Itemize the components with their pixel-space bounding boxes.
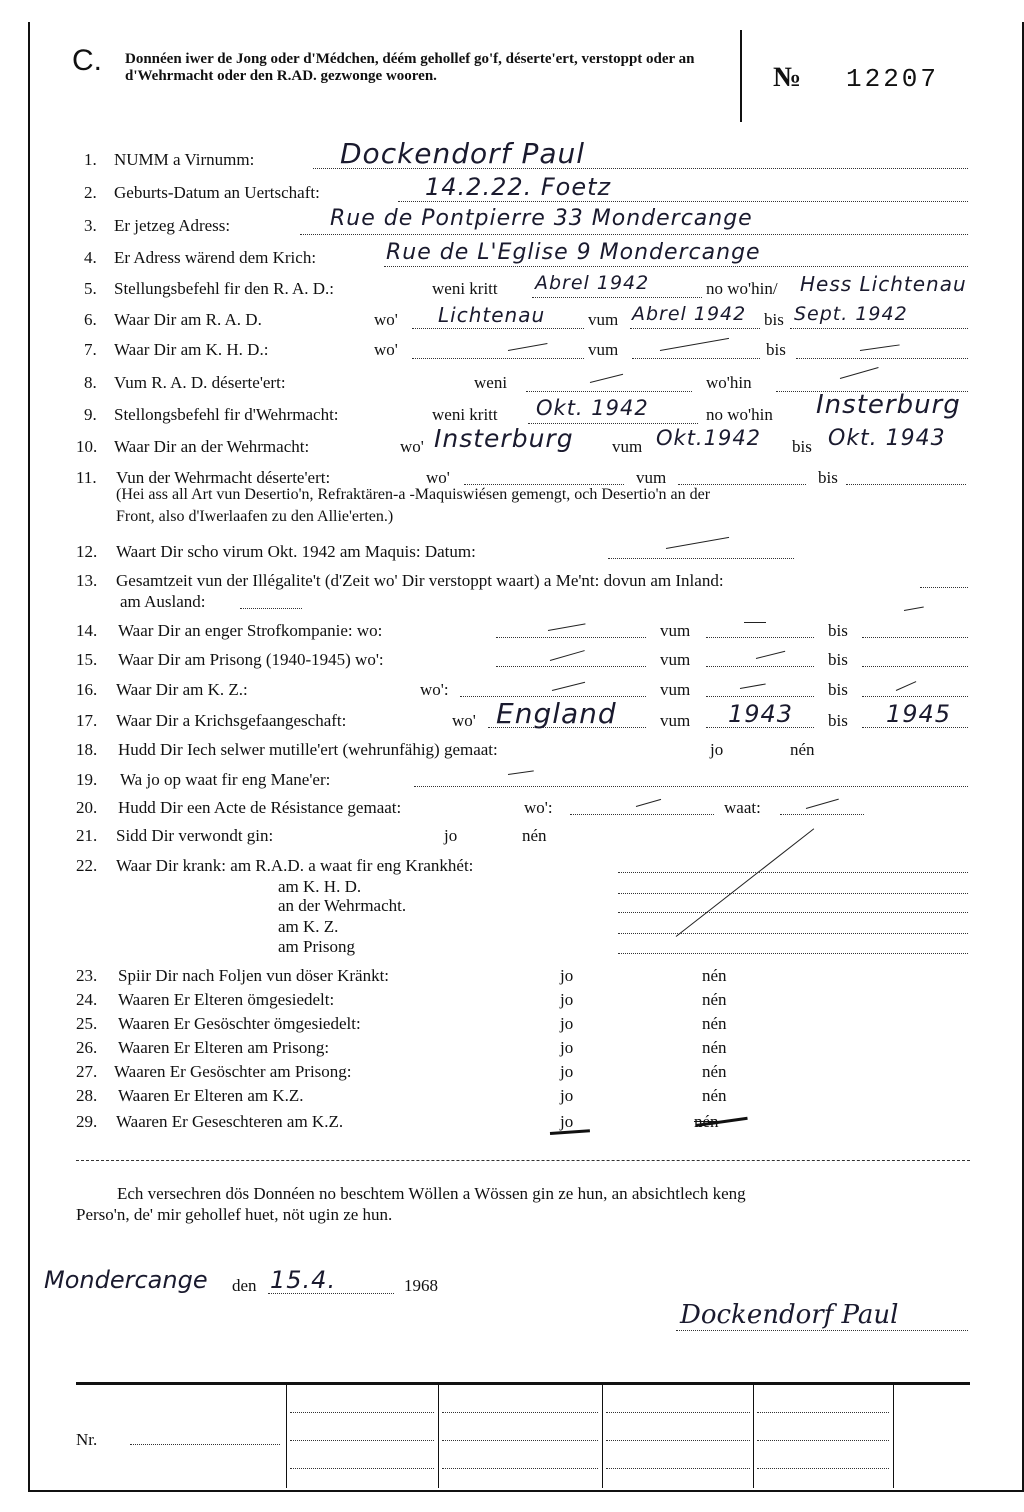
row-8-label: Vum R. A. D. déserte'ert: [114,373,286,392]
row-10-label: Waar Dir an der Wehrmacht: [114,437,310,456]
row-9-where-label: no wo'hin [706,405,773,424]
row-24-nen[interactable]: nén [702,990,727,1009]
row-7-label: Waar Dir am K. H. D.: [114,340,269,359]
wehrmacht-order-place[interactable]: Insterburg [816,390,961,420]
row-22-prisong-line [618,953,968,954]
declaration-line-2: Perso'n, de' mir gehollef huet, nöt ugin ze hun. [76,1205,393,1224]
row-13-abroad-line [240,608,302,609]
row-19-line [414,786,968,787]
row-5-when-label: weni kritt [432,279,498,298]
footer-cell-line [757,1468,889,1469]
row-15-number: 15. [76,650,98,669]
row-5-number: 5. [84,279,97,298]
row-1-label: NUMM a Virnumm: [114,150,255,169]
row-16-bis-label: bis [828,680,848,699]
rad-order-place[interactable]: Hess Lichtenau [800,272,967,296]
row-11-bis-label: bis [818,468,838,487]
row-4-line [384,266,968,267]
row-17-label: Waar Dir a Krichsgefaangeschaft: [116,711,347,730]
row-3-line [300,234,968,235]
row-27-jo[interactable]: jo [560,1062,574,1081]
row-2-line [398,201,968,202]
row-28-jo[interactable]: jo [560,1086,574,1105]
row-4-label: Er Adress wärend dem Krich: [114,248,317,267]
row-14-vum-label: vum [660,621,691,640]
row-25-label: Waaren Er Gesöschter ömgesiedelt: [118,1014,361,1033]
row-10-bis-label: bis [792,437,812,456]
header-divider [740,30,742,122]
form-number: 12207 [846,64,940,94]
row-14-bis-label: bis [828,621,848,640]
row-17-vum-label: vum [660,711,691,730]
row-15-wo-line [496,666,646,667]
signature-den-label: den [232,1276,257,1295]
row-8-wohin-label: wo'hin [706,373,752,392]
row-13-label-abroad: am Ausland: [120,592,206,611]
row-11-number: 11. [76,468,97,487]
footer-cell-line [442,1468,598,1469]
declaration-separator [76,1160,970,1161]
row-26-jo[interactable]: jo [560,1038,574,1057]
row-9-number: 9. [84,405,97,424]
row-13-number: 13. [76,571,98,590]
row-6-bis-line [790,328,968,329]
row-18-nen[interactable]: nén [790,740,815,759]
row-16-wo-label: wo': [420,680,449,699]
row-8-weni-label: weni [474,373,508,392]
row-22-number: 22. [76,856,98,875]
number-symbol: № [773,62,802,93]
row-26-nen[interactable]: nén [702,1038,727,1057]
row-14-label: Waar Dir an enger Strofkompanie: wo: [118,621,383,640]
footer-cell-line [442,1440,598,1441]
row-24-label: Waaren Er Elteren ömgesiedelt: [118,990,335,1009]
war-address-value[interactable]: Rue de L'Eglise 9 Mondercange [386,240,761,265]
row-25-number: 25. [76,1014,98,1033]
row-11-note: Front, also d'Iwerlaafen zu den Allie'erten.) [116,508,394,525]
rad-order-date[interactable]: Abrel 1942 [535,272,650,294]
row-22-label: Waar Dir krank: am R.A.D. a waat fir eng Krankhét: [116,856,474,875]
row-10-wo-label: wo' [400,437,424,456]
row-13-label: Gesamtzeit vun der Illégalite't (d'Zeit wo' Dir verstoppt waart) a Me'nt: dovun am Inland: [116,571,724,590]
row-5-when-line [532,297,702,298]
row-21-number: 21. [76,826,98,845]
row-14-vum-line [706,637,814,638]
row-15-vum-line [706,666,814,667]
row-16-vum-line [706,696,814,697]
row-18-label: Hudd Dir Iech selwer mutille'ert (wehrunfähig) gemaat: [118,740,498,759]
row-14-wo-line [496,637,646,638]
row-26-number: 26. [76,1038,98,1057]
row-18-number: 18. [76,740,98,759]
row-12-number: 12. [76,542,98,561]
row-7-number: 7. [84,340,97,359]
row-12-line [608,558,794,559]
row-9-when-label: weni kritt [432,405,498,424]
row-20-label: Hudd Dir een Acte de Résistance gemaat: [118,798,402,817]
row-17-bis-label: bis [828,711,848,730]
row-6-label: Waar Dir am R. A. D. [114,310,262,329]
row-14-number: 14. [76,621,98,640]
captivity-to[interactable]: 1945 [886,700,952,728]
footer-cell-line [290,1440,434,1441]
row-10-number: 10. [76,437,98,456]
row-7-vum-label: vum [588,340,619,359]
row-20-number: 20. [76,798,98,817]
row-20-wo-label: wo': [524,798,553,817]
name-value[interactable]: Dockendorf Paul [340,137,586,170]
row-27-number: 27. [76,1062,98,1081]
row-28-number: 28. [76,1086,98,1105]
row-22-kz-line [618,933,968,934]
wehrmacht-to[interactable]: Okt. 1943 [828,426,946,451]
row-29-jo[interactable]: jo [560,1112,574,1131]
footer-nr-label: Nr. [76,1430,98,1449]
rad-from[interactable]: Abrel 1942 [632,303,747,325]
row-11-bis-line [846,484,966,485]
row-22-line [618,872,968,873]
row-1-number: 1. [84,150,97,169]
row-15-bis-line [862,666,968,667]
footer-col-divider [893,1384,894,1488]
footer-cell-line [606,1468,750,1469]
row-5-where-label: no wo'hin/ [706,279,778,298]
row-6-wo-line [412,328,584,329]
row-22-sub-kz: am K. Z. [278,917,339,936]
row-16-bis-line [862,696,968,697]
footer-cell-line [757,1412,889,1413]
section-letter: C. [72,44,102,77]
wehrmacht-order-date[interactable]: Okt. 1942 [536,396,649,420]
footer-cell-line [442,1412,598,1413]
row-11-label: Vun der Wehrmacht déserte'ert: [116,468,331,487]
footer-nr-line [130,1444,280,1445]
row-2-label: Geburts-Datum an Uertschaft: [114,183,320,202]
row-27-label: Waaren Er Gesöschter am Prisong: [114,1062,352,1081]
row-21-jo[interactable]: jo [444,826,458,845]
row-13-inland-line [920,587,968,588]
row-20-waat-label: waat: [724,798,761,817]
footer-col-divider [286,1384,287,1488]
signature-name[interactable]: Dockendorf Paul [680,1300,899,1330]
row-23-nen[interactable]: nén [702,966,727,985]
row-23-jo[interactable]: jo [560,966,574,985]
captivity-from[interactable]: 1943 [728,700,794,728]
footer-col-divider [438,1384,439,1488]
row-28-nen[interactable]: nén [702,1086,727,1105]
row-19-number: 19. [76,770,98,789]
row-17-wo-label: wo' [452,711,476,730]
row-21-label: Sidd Dir verwondt gin: [116,826,274,845]
footer-col-divider [602,1384,603,1488]
wehrmacht-place[interactable]: Insterburg [434,424,574,453]
row-23-label: Spiir Dir nach Foljen vun döser Kränkt: [118,966,390,985]
row-27-nen[interactable]: nén [702,1062,727,1081]
current-address-value[interactable]: Rue de Pontpierre 33 Mondercange [330,206,753,231]
row-15-vum-label: vum [660,650,691,669]
form-title: Donnéen iwer de Jong oder d'Médchen, déém gehollef go'f, déserte'ert, verstoppt oder an d'Wehrmacht oder den R.AD. gezwonge wooren. [125,51,695,84]
row-11-vum-line [678,484,806,485]
footer-cell-line [757,1440,889,1441]
captivity-place[interactable]: England [496,697,617,730]
row-17-number: 17. [76,711,98,730]
row-6-vum-label: vum [588,310,619,329]
row-8-number: 8. [84,373,97,392]
row-7-wo-line [412,358,584,359]
row-24-jo[interactable]: jo [560,990,574,1009]
row-26-label: Waaren Er Elteren am Prisong: [118,1038,330,1057]
signature-date[interactable]: 15.4. [270,1266,337,1294]
footer-col-divider [753,1384,754,1488]
row-7-wo-label: wo' [374,340,398,359]
row-25-nen[interactable]: nén [702,1014,727,1033]
row-6-number: 6. [84,310,97,329]
row-14-dash-mark [744,622,766,623]
row-25-jo[interactable]: jo [560,1014,574,1033]
row-14-bis-line [862,637,968,638]
row-15-label: Waar Dir am Prisong (1940-1945) wo': [118,650,384,669]
row-6-bis-label: bis [764,310,784,329]
row-4-number: 4. [84,248,97,267]
row-20-wo-line [570,814,714,815]
row-12-label: Waart Dir scho virum Okt. 1942 am Maquis: Datum: [116,542,476,561]
row-15-bis-label: bis [828,650,848,669]
row-22-sub-khd: am K. H. D. [278,877,362,896]
footer-cell-line [606,1412,750,1413]
footer-top-rule [76,1382,970,1385]
row-21-nen[interactable]: nén [522,826,547,845]
signature-place[interactable]: Mondercange [44,1266,208,1294]
row-3-number: 3. [84,216,97,235]
row-7-bis-line [796,358,968,359]
wehrmacht-from[interactable]: Okt.1942 [656,426,762,450]
row-7-vum-line [632,358,760,359]
signature-line [676,1330,968,1331]
row-22-sub-wehrmacht: an der Wehrmacht. [278,896,407,915]
declaration-line-1: Ech versechren dös Donnéen no beschtem Wöllen a Wössen gin ze hun, an absichtlech keng [117,1184,746,1203]
row-22-khd-line [618,893,968,894]
row-11-wo-label: wo' [426,468,450,487]
row-29-nen[interactable]: nén [694,1112,719,1131]
row-10-vum-label: vum [612,437,643,456]
row-16-number: 16. [76,680,98,699]
row-6-wo-label: wo' [374,310,398,329]
row-8-weni-line [526,391,692,392]
row-6-vum-line [630,328,760,329]
row-29-label: Waaren Er Geseschteren am K.Z. [116,1112,344,1131]
row-3-label: Er jetzeg Adress: [114,216,231,235]
row-11-note: (Hei ass all Art vun Desertio'n, Refraktären-a -Maquiswiésen gemengt, och Desertio'n an der [116,486,711,503]
row-2-number: 2. [84,183,97,202]
row-7-bis-label: bis [766,340,786,359]
footer-cell-line [290,1468,434,1469]
signature-year: 1968 [404,1276,438,1295]
row-16-label: Waar Dir am K. Z.: [116,680,248,699]
row-28-label: Waaren Er Elteren am K.Z. [118,1086,304,1105]
footer-cell-line [290,1412,434,1413]
row-11-wo-line [464,484,624,485]
row-22-sub-prisong: am Prisong [278,937,355,956]
row-23-number: 23. [76,966,98,985]
row-11-vum-label: vum [636,468,667,487]
footer-cell-line [606,1440,750,1441]
row-5-label: Stellungsbefehl fir den R. A. D.: [114,279,335,298]
row-22-wehrmacht-line [618,912,968,913]
birth-value[interactable]: 14.2.22. Foetz [425,173,612,201]
row-16-vum-label: vum [660,680,691,699]
row-29-number: 29. [76,1112,98,1131]
row-18-jo[interactable]: jo [710,740,724,759]
row-9-label: Stellongsbefehl fir d'Wehrmacht: [114,405,339,424]
row-24-number: 24. [76,990,98,1009]
rad-to[interactable]: Sept. 1942 [794,303,908,325]
row-20-waat-line [780,814,864,815]
rad-place[interactable]: Lichtenau [438,303,546,327]
row-19-label: Wa jo op waat fir eng Mane'er: [120,770,331,789]
